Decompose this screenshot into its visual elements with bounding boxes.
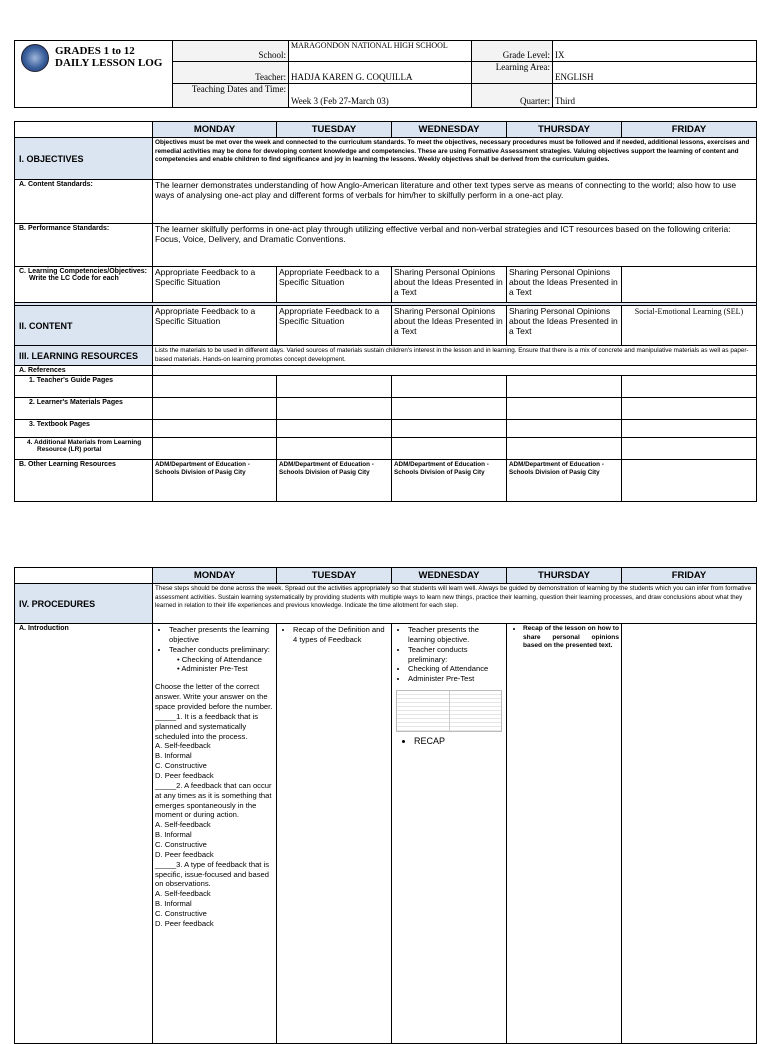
lm-thu: [507, 398, 622, 420]
intro-monday: [153, 624, 277, 1044]
tb-mon: [153, 420, 277, 438]
content-wednesday: Sharing Personal Opinions about the Ideas Presented in a Text: [392, 306, 507, 346]
lr-fri: [622, 438, 757, 460]
mon-question-1: _____1. It is a feedback that is planned and systematically scheduled into the process.: [155, 711, 259, 741]
mon-sub-attendance: • Checking of Attendance: [177, 654, 262, 664]
resources-note: Lists the materials to be used in different days. Varied sources of materials sustain children's interest in the lesson and in learning. Ensure that there is a mix of concrete and manipulative materials as well as paper-based materials. Hands-on learning promotes concept development.: [153, 346, 757, 366]
competency-tuesday: Appropriate Feedback to a Specific Situation: [277, 267, 392, 303]
mon-bullet-preliminary: • Teacher conducts preliminary:: [169, 645, 274, 655]
lr-portal-label: 4. Additional Materials from Learning Resource (LR) portal: [15, 438, 153, 460]
learners-materials-label: 2. Learner's Materials Pages: [15, 398, 153, 420]
other-resources-thursday: ADM/Department of Education - Schools Division of Pasig City: [507, 460, 622, 502]
lr-mon: [153, 438, 277, 460]
lm-mon: [153, 398, 277, 420]
content-tuesday: Appropriate Feedback to a Specific Situation: [277, 306, 392, 346]
day-header-friday: FRIDAY: [622, 122, 757, 138]
competency-thursday: Sharing Personal Opinions about the Ideas Presented in a Text: [507, 267, 622, 303]
mon-instructions: Choose the letter of the correct answer. Write your answer on the space provided before the number.: [155, 682, 273, 712]
competencies-label: C. Learning Competencies/Objectives: Write the LC Code for each: [15, 267, 153, 303]
tb-wed: [392, 420, 507, 438]
tb-tue: [277, 420, 392, 438]
q3-option-b: B. Informal: [155, 899, 192, 909]
q3-option-a: A. Self-feedback: [155, 889, 211, 899]
content-thursday: Sharing Personal Opinions about the Ideas Presented in a Text: [507, 306, 622, 346]
mon-bullet-objective: • Teacher presents the learning objective: [169, 625, 274, 645]
proc-day-wednesday: WEDNESDAY: [392, 568, 507, 584]
content-monday: Appropriate Feedback to a Specific Situation: [153, 306, 277, 346]
other-resources-label: B. Other Learning Resources: [15, 460, 153, 502]
q3-option-d: D. Peer feedback: [155, 918, 214, 928]
competency-wednesday: Sharing Personal Opinions about the Ideas Presented in a Text: [392, 267, 507, 303]
tg-tue: [277, 376, 392, 398]
q2-option-c: C. Constructive: [155, 840, 207, 850]
q3-option-c: C. Constructive: [155, 909, 207, 919]
wed-bullet-objective: • Teacher presents the learning objective.: [408, 625, 504, 645]
day-header-monday: MONDAY: [153, 122, 277, 138]
references-label: A. References: [15, 366, 153, 376]
q1-option-a: A. Self-feedback: [155, 741, 211, 751]
wed-bullet-attendance: • Checking of Attendance: [408, 664, 504, 674]
teacher-value: HADJA KAREN G. COQUILLA: [289, 62, 472, 84]
lm-wed: [392, 398, 507, 420]
lr-thu: [507, 438, 622, 460]
tb-fri: [622, 420, 757, 438]
school-value: MARAGONDON NATIONAL HIGH SCHOOL: [289, 41, 472, 62]
lesson-log-table: [14, 121, 757, 502]
competency-monday: Appropriate Feedback to a Specific Situation: [153, 267, 277, 303]
wed-bullet-preliminary: • Teacher conducts preliminary:: [408, 645, 504, 665]
procedures-corner: [15, 568, 153, 584]
procedures-title: IV. PROCEDURES: [15, 584, 153, 624]
day-header-wednesday: WEDNESDAY: [392, 122, 507, 138]
teacher-label: Teacher:: [173, 62, 289, 84]
wed-bullet-recap: • RECAP: [414, 736, 504, 748]
competency-friday: [622, 267, 757, 303]
q2-option-a: A. Self-feedback: [155, 820, 211, 830]
title-line2: DAILY LESSON LOG: [55, 57, 163, 69]
wed-bullet-pretest: • Administer Pre-Test: [408, 674, 504, 684]
mon-question-3: _____3. A type of feedback that is specific, issue-focused and based on observations.: [155, 859, 269, 889]
proc-day-friday: FRIDAY: [622, 568, 757, 584]
intro-tuesday: [277, 624, 392, 1044]
tb-thu: [507, 420, 622, 438]
lm-fri: [622, 398, 757, 420]
resources-title: III. LEARNING RESOURCES: [15, 346, 153, 366]
proc-day-thursday: THURSDAY: [507, 568, 622, 584]
q2-option-b: B. Informal: [155, 830, 192, 840]
school-label: School:: [173, 41, 289, 62]
proc-day-monday: MONDAY: [153, 568, 277, 584]
q1-option-d: D. Peer feedback: [155, 771, 214, 781]
grade-level-label: Grade Level:: [472, 41, 553, 62]
content-title: II. CONTENT: [15, 306, 153, 346]
mon-sub-pretest: • Administer Pre-Test: [177, 664, 248, 674]
learning-area-label: Learning Area:: [472, 62, 553, 84]
day-header-tuesday: TUESDAY: [277, 122, 392, 138]
lr-wed: [392, 438, 507, 460]
teachers-guide-label: 1. Teacher's Guide Pages: [15, 376, 153, 398]
other-resources-tuesday: ADM/Department of Education - Schools Division of Pasig City: [277, 460, 392, 502]
day-header-thursday: THURSDAY: [507, 122, 622, 138]
content-standards-label: A. Content Standards:: [15, 180, 153, 224]
other-resources-monday: ADM/Department of Education - Schools Division of Pasig City: [153, 460, 277, 502]
introduction-label: A. Introduction: [15, 624, 153, 1044]
grade-level-value: IX: [553, 41, 757, 62]
tg-fri: [622, 376, 757, 398]
quarter-value: Third: [553, 84, 757, 108]
lm-tue: [277, 398, 392, 420]
textbook-pages-label: 3. Textbook Pages: [15, 420, 153, 438]
tg-mon: [153, 376, 277, 398]
title-cell: [15, 41, 173, 108]
quarter-label: Quarter:: [472, 84, 553, 108]
header-table: [14, 40, 757, 108]
procedures-table: [14, 567, 757, 1044]
other-resources-wednesday: ADM/Department of Education - Schools Division of Pasig City: [392, 460, 507, 502]
mon-question-2: _____2. A feedback that can occur at any times as it is something that emerges spontaneously in the moment or during action.: [155, 780, 272, 820]
lr-tue: [277, 438, 392, 460]
objectives-title: I. OBJECTIVES: [15, 138, 153, 180]
pretest-thumbnail-image: [396, 690, 502, 732]
q2-option-d: D. Peer feedback: [155, 849, 214, 859]
proc-day-tuesday: TUESDAY: [277, 568, 392, 584]
tg-thu: [507, 376, 622, 398]
tg-wed: [392, 376, 507, 398]
intro-thursday: [507, 624, 622, 1044]
dates-value: Week 3 (Feb 27-March 03): [289, 84, 472, 108]
objectives-note: Objectives must be met over the week and connected to the curriculum standards. To meet the objectives, necessary procedures must be followed and if needed, additional lessons, exercises and remedial activities may be done for developing content knowledge and competencies. These are using Formative Assessment strategies. Valuing objectives support the learning of content and competencies and enable children to find significance and joy in learning the lessons. Weekly objectives shall be derived from the curriculum guides.: [153, 138, 757, 180]
thu-bullet-recap: • Recap of the lesson on how to share personal opinions based on the presented text.: [523, 625, 619, 651]
q1-option-c: C. Constructive: [155, 761, 207, 771]
performance-standards-text: The learner skilfully performs in one-act play through utilizing effective verbal and non-verbal strategies and ICT resources based on the following criteria: Focus, Voice, Delivery, and Dramatic Conventions.: [153, 224, 757, 267]
performance-standards-label: B. Performance Standards:: [15, 224, 153, 267]
title-line1: GRADES 1 to 12: [55, 45, 135, 57]
content-friday: Social-Emotional Learning (SEL): [622, 306, 757, 346]
dates-label: Teaching Dates and Time:: [173, 84, 289, 108]
content-standards-text: The learner demonstrates understanding of how Anglo-American literature and other text types serve as means of connecting to the world; also how to use ways of analysing one-act play and different forms of verbals for him/her to skilfully perform in a one-act play.: [153, 180, 757, 224]
references-blank: [153, 366, 757, 376]
tue-bullet-recap: • Recap of the Definition and 4 types of Feedback: [293, 625, 389, 645]
intro-friday: [622, 624, 757, 1044]
other-resources-friday: [622, 460, 757, 502]
blank-corner: [15, 122, 153, 138]
procedures-note: These steps should be done across the week. Spread out the activities appropriately so that students will learn well. Always be guided by demonstration of learning by the students which you can infer from formative assessment activities. Sustain learning systematically by providing students with multiple ways to learn new things, practice their learning, question their learning processes, and draw conclusions about what they learned in relation to their life experiences and previous knowledge. Indicate the time allotment for each step.: [153, 584, 757, 624]
q1-option-b: B. Informal: [155, 751, 192, 761]
learning-area-value: ENGLISH: [553, 62, 757, 84]
intro-wednesday: [392, 624, 507, 1044]
